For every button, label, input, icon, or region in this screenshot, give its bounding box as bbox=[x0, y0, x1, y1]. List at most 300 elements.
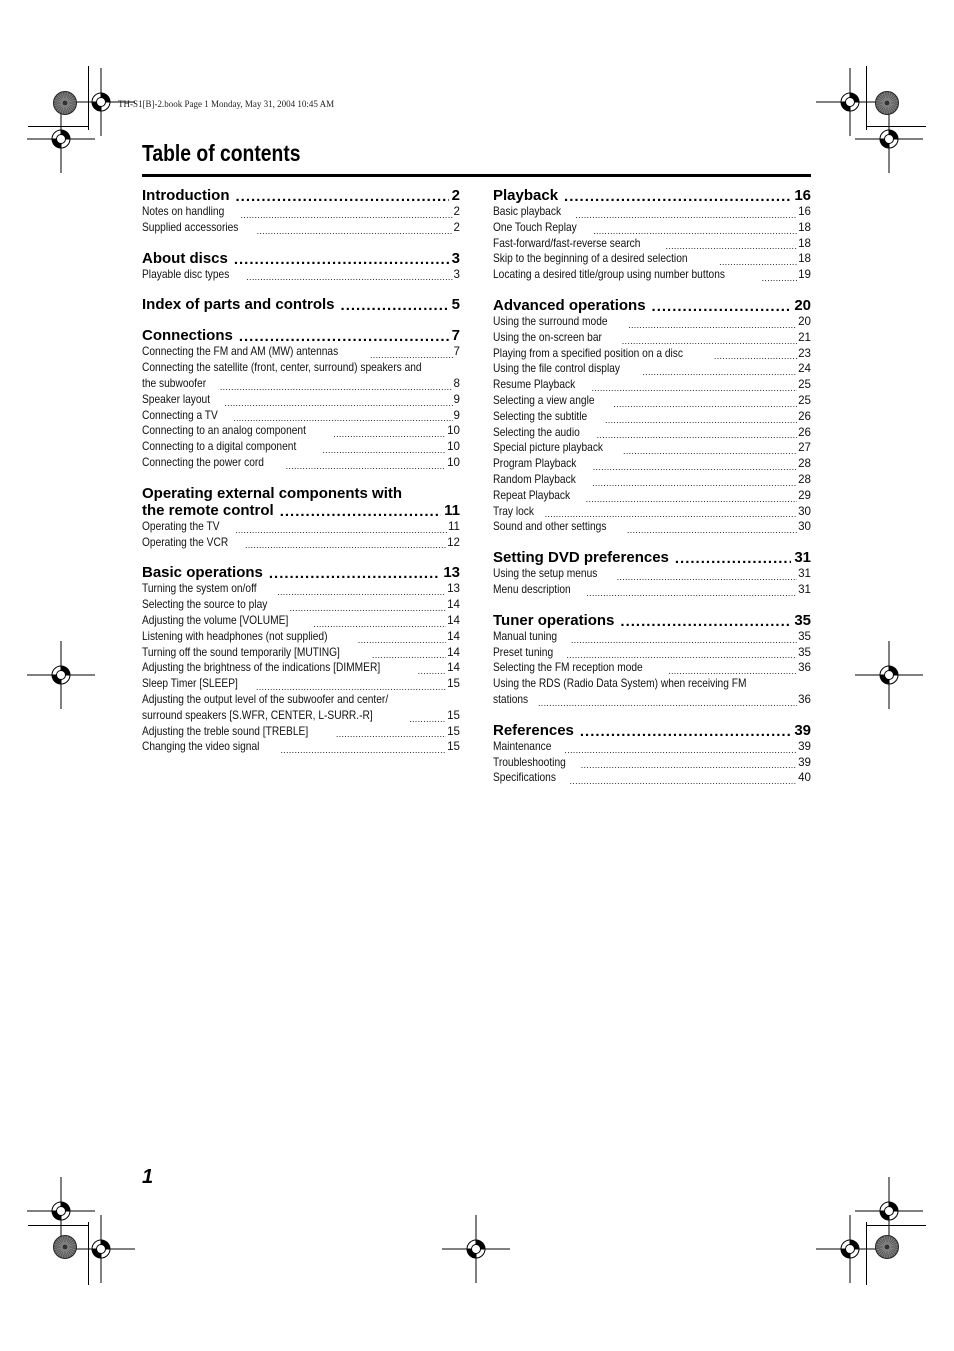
entry-page: 26 bbox=[798, 409, 811, 423]
section-title: the remote control bbox=[142, 501, 274, 519]
toc-entry bbox=[493, 251, 811, 267]
target-center bbox=[63, 1245, 68, 1250]
dot-leader bbox=[289, 603, 446, 613]
entry-label bbox=[142, 344, 365, 360]
toc-section bbox=[493, 612, 811, 708]
toc-entry bbox=[493, 645, 811, 661]
dot-leader bbox=[622, 336, 797, 346]
entry-text: Special picture playback bbox=[493, 441, 604, 455]
entry-text: Random Playback bbox=[493, 472, 576, 486]
section-page: 39 bbox=[794, 721, 811, 739]
section-title: Tuner operations bbox=[493, 611, 615, 629]
entry-page: 15 bbox=[447, 708, 460, 722]
toc-entry bbox=[142, 613, 460, 629]
entry-label bbox=[142, 597, 284, 613]
mark-center bbox=[885, 1207, 894, 1216]
entry-text: Operating the TV bbox=[142, 519, 220, 533]
color-target-icon bbox=[874, 90, 900, 116]
section-title: References bbox=[493, 721, 574, 739]
registration-mark-icon bbox=[21, 635, 101, 715]
target-center bbox=[885, 1245, 890, 1250]
entry-page: 10 bbox=[447, 455, 460, 469]
toc-entry bbox=[493, 330, 811, 346]
section-title: Introduction bbox=[142, 187, 230, 204]
section-heading bbox=[142, 327, 460, 344]
toc-entry bbox=[493, 267, 811, 283]
section-page: 16 bbox=[794, 187, 811, 204]
color-target-icon bbox=[874, 1234, 900, 1260]
entry-text: Adjusting the volume [VOLUME] bbox=[142, 613, 289, 627]
entry-text: Using the setup menus bbox=[493, 567, 598, 581]
entry-text: Selecting the subtitle bbox=[493, 409, 588, 423]
toc-section bbox=[142, 187, 460, 236]
toc-entry bbox=[142, 581, 460, 597]
entry-text: Sound and other settings bbox=[493, 520, 607, 534]
dot-leader bbox=[280, 745, 446, 755]
entry-label bbox=[493, 409, 600, 425]
section-heading bbox=[493, 722, 811, 739]
dot-leader bbox=[719, 257, 797, 267]
dot-leader bbox=[418, 666, 446, 676]
entry-text: Selecting the FM reception mode bbox=[493, 661, 643, 675]
entry-label bbox=[493, 220, 588, 236]
dot-leader bbox=[620, 617, 791, 627]
toc-section bbox=[142, 250, 460, 283]
entry-text: Connecting a TV bbox=[142, 408, 218, 422]
entry-text: Sleep Timer [SLEEP] bbox=[142, 677, 238, 691]
entry-page: 27 bbox=[798, 441, 811, 455]
entry-page: 26 bbox=[798, 425, 811, 439]
toc-entry bbox=[493, 739, 811, 755]
entry-label bbox=[142, 739, 275, 755]
dot-leader bbox=[372, 650, 446, 660]
target-center bbox=[63, 101, 68, 106]
toc-section bbox=[493, 187, 811, 283]
entry-page: 13 bbox=[447, 582, 460, 596]
entry-page: 14 bbox=[447, 661, 460, 675]
entry-page: 14 bbox=[447, 598, 460, 612]
dot-leader bbox=[564, 745, 797, 755]
section-page: 2 bbox=[451, 187, 460, 204]
section-page: 11 bbox=[444, 501, 460, 519]
entry-text: Connecting the power cord bbox=[142, 455, 264, 469]
dot-leader bbox=[597, 430, 797, 440]
entry-page: 25 bbox=[798, 378, 811, 392]
entry-page: 2 bbox=[453, 205, 460, 218]
section-title-line: Operating external components with bbox=[142, 484, 403, 502]
toc-entry bbox=[493, 770, 811, 786]
toc-entry bbox=[142, 220, 460, 236]
toc-entry bbox=[493, 220, 811, 236]
toc-entry bbox=[493, 676, 811, 708]
entry-page: 15 bbox=[447, 677, 460, 691]
entry-page: 36 bbox=[798, 692, 811, 706]
toc-entry bbox=[493, 582, 811, 598]
toc-right-column bbox=[493, 187, 811, 800]
toc-entry bbox=[493, 504, 811, 520]
section-title: Index of parts and controls bbox=[142, 296, 335, 314]
toc-entry bbox=[493, 755, 811, 771]
entry-text: Speaker layout bbox=[142, 392, 211, 406]
entry-label bbox=[493, 440, 618, 456]
entry-text: Connecting the satellite (front, center, surround) speakers and bbox=[142, 361, 422, 375]
toc-entry bbox=[142, 344, 460, 360]
toc-entry bbox=[493, 660, 811, 676]
entry-page: 40 bbox=[798, 771, 811, 785]
entry-page: 35 bbox=[798, 629, 811, 643]
entry-text: Skip to the beginning of a desired selection bbox=[493, 252, 688, 266]
entry-page: 11 bbox=[447, 519, 460, 533]
toc-entry bbox=[493, 629, 811, 645]
entry-page: 23 bbox=[798, 346, 811, 360]
dot-leader bbox=[580, 727, 791, 737]
dot-leader bbox=[269, 569, 440, 579]
dot-leader bbox=[566, 650, 797, 660]
dot-leader bbox=[570, 776, 798, 786]
entry-text: Connecting to an analog component bbox=[142, 424, 306, 438]
entry-label bbox=[493, 346, 709, 362]
dot-leader bbox=[235, 525, 447, 535]
entry-label bbox=[142, 220, 252, 236]
toc-section bbox=[142, 564, 460, 755]
section-heading bbox=[493, 187, 811, 204]
entry-label bbox=[493, 472, 587, 488]
dot-leader bbox=[675, 554, 791, 564]
entry-text: Fast-forward/fast-reverse search bbox=[493, 236, 641, 250]
entry-text: Menu description bbox=[493, 582, 571, 596]
entry-page: 30 bbox=[798, 504, 811, 518]
entry-label bbox=[493, 314, 623, 330]
toc-entry bbox=[493, 409, 811, 425]
toc-entry bbox=[493, 456, 811, 472]
toc-entry bbox=[142, 645, 460, 661]
dot-leader bbox=[370, 350, 453, 360]
color-target-icon bbox=[52, 90, 78, 116]
dot-leader bbox=[246, 272, 452, 282]
entry-label bbox=[493, 377, 586, 393]
entry-page: 12 bbox=[447, 535, 460, 549]
dot-leader bbox=[358, 635, 446, 645]
entry-text: Basic playback bbox=[493, 205, 562, 218]
toc-section bbox=[142, 485, 460, 551]
toc-section bbox=[142, 327, 460, 470]
entry-text: Adjusting the brightness of the indications [DIMMER] bbox=[142, 661, 381, 675]
dot-leader bbox=[245, 540, 446, 550]
dot-leader bbox=[277, 587, 446, 597]
entry-label bbox=[493, 488, 581, 504]
entry-label bbox=[142, 408, 228, 424]
entry-page: 3 bbox=[453, 267, 460, 281]
entry-label bbox=[142, 267, 241, 283]
entry-page: 28 bbox=[798, 472, 811, 486]
section-page: 20 bbox=[794, 296, 811, 314]
toc-entry bbox=[493, 204, 811, 220]
entry-text: Adjusting the output level of the subwoofer and center/ bbox=[142, 692, 389, 706]
toc-entry bbox=[142, 535, 460, 551]
entry-page: 18 bbox=[798, 252, 811, 266]
entry-label bbox=[493, 739, 559, 755]
dot-leader bbox=[714, 351, 797, 361]
dot-leader bbox=[286, 461, 447, 471]
entry-page: 30 bbox=[798, 520, 811, 534]
entry-page: 25 bbox=[798, 393, 811, 407]
entry-text: Troubleshooting bbox=[493, 755, 566, 769]
entry-text: Supplied accessories bbox=[142, 220, 239, 234]
entry-page: 18 bbox=[798, 236, 811, 250]
dot-leader bbox=[627, 525, 797, 535]
toc-entry bbox=[493, 393, 811, 409]
entry-text: Listening with headphones (not supplied) bbox=[142, 629, 328, 643]
entry-text: Using the surround mode bbox=[493, 314, 608, 328]
toc-entry bbox=[493, 425, 811, 441]
toc-entry bbox=[493, 519, 811, 535]
entry-label bbox=[142, 724, 331, 740]
dot-leader bbox=[239, 332, 449, 342]
entry-text: Notes on handling bbox=[142, 205, 225, 218]
toc-entry bbox=[142, 423, 460, 439]
mark-center bbox=[57, 135, 66, 144]
toc-entry bbox=[142, 455, 460, 471]
entry-label bbox=[142, 519, 230, 535]
entry-text: Resume Playback bbox=[493, 378, 576, 392]
registration-mark-icon bbox=[849, 635, 929, 715]
entry-page: 35 bbox=[798, 645, 811, 659]
dot-leader bbox=[592, 478, 797, 488]
entry-row bbox=[142, 376, 460, 392]
entry-text: Manual tuning bbox=[493, 629, 558, 643]
dot-leader bbox=[623, 446, 797, 456]
entry-page: 8 bbox=[453, 376, 460, 390]
toc-section bbox=[493, 722, 811, 786]
toc-entry bbox=[142, 360, 460, 392]
toc-entry bbox=[142, 692, 460, 724]
entry-text: Tray lock bbox=[493, 504, 535, 518]
entry-page: 16 bbox=[798, 205, 811, 218]
dot-leader bbox=[333, 429, 446, 439]
entry-label bbox=[493, 566, 612, 582]
dot-leader bbox=[668, 666, 797, 676]
mark-center bbox=[472, 1245, 481, 1254]
entry-text: Connecting the FM and AM (MW) antennas bbox=[142, 345, 339, 359]
dot-leader bbox=[652, 302, 792, 312]
toc-entry bbox=[493, 361, 811, 377]
entry-label bbox=[142, 629, 353, 645]
toc-entry bbox=[142, 629, 460, 645]
entry-label bbox=[142, 535, 240, 551]
dot-leader bbox=[605, 415, 797, 425]
toc-entry bbox=[142, 676, 460, 692]
toc-entry bbox=[142, 204, 460, 220]
entry-page: 14 bbox=[447, 629, 460, 643]
dot-leader bbox=[234, 255, 449, 265]
toc-entry bbox=[493, 236, 811, 252]
entry-text: Using the on-screen bar bbox=[493, 330, 602, 344]
entry-page: 24 bbox=[798, 362, 811, 376]
dot-leader bbox=[617, 572, 798, 582]
section-heading bbox=[493, 297, 811, 314]
entry-text: Maintenance bbox=[493, 739, 552, 753]
dot-leader bbox=[762, 273, 797, 283]
section-page: 3 bbox=[451, 249, 460, 267]
dot-leader bbox=[233, 413, 452, 423]
entry-text: Playing from a specified position on a disc bbox=[493, 346, 683, 360]
entry-page: 18 bbox=[798, 220, 811, 234]
entry-text: Using the RDS (Radio Data System) when receiving FM bbox=[493, 677, 747, 691]
dot-leader bbox=[666, 241, 798, 251]
dot-leader bbox=[593, 226, 797, 236]
section-heading bbox=[142, 564, 460, 581]
section-page: 5 bbox=[451, 296, 460, 314]
dot-leader bbox=[280, 507, 441, 517]
toc-entry bbox=[493, 440, 811, 456]
section-title-row bbox=[142, 502, 460, 519]
entry-page: 15 bbox=[447, 724, 460, 738]
entry-label bbox=[142, 204, 235, 220]
entry-page: 2 bbox=[453, 220, 460, 234]
dot-leader bbox=[564, 192, 791, 202]
entry-page: 31 bbox=[798, 582, 811, 596]
color-target-icon bbox=[52, 1234, 78, 1260]
entry-label bbox=[142, 376, 215, 392]
section-heading bbox=[142, 296, 460, 313]
dot-leader bbox=[257, 226, 453, 236]
entry-page: 19 bbox=[798, 268, 811, 282]
entry-page: 39 bbox=[798, 739, 811, 753]
dot-leader bbox=[593, 462, 797, 472]
entry-label bbox=[493, 204, 570, 220]
entry-row bbox=[493, 692, 811, 708]
toc-entry bbox=[142, 439, 460, 455]
entry-label bbox=[493, 519, 622, 535]
entry-label bbox=[493, 456, 588, 472]
title-rule bbox=[142, 174, 811, 177]
entry-page: 15 bbox=[447, 740, 460, 754]
entry-page: 10 bbox=[447, 424, 460, 438]
toc-entry bbox=[142, 392, 460, 408]
dot-leader bbox=[313, 619, 446, 629]
entry-page: 21 bbox=[798, 330, 811, 344]
entry-page: 14 bbox=[447, 613, 460, 627]
entry-text-line bbox=[142, 692, 460, 708]
section-heading bbox=[493, 549, 811, 566]
entry-text: Locating a desired title/group using number buttons bbox=[493, 268, 725, 282]
entry-page: 29 bbox=[798, 488, 811, 502]
mark-center bbox=[97, 1245, 106, 1254]
entry-label bbox=[493, 582, 581, 598]
section-page: 13 bbox=[443, 564, 460, 582]
entry-text: Turning off the sound temporarily [MUTING] bbox=[142, 645, 340, 659]
toc-entry bbox=[493, 346, 811, 362]
dot-leader bbox=[256, 682, 446, 692]
dot-leader bbox=[220, 382, 453, 392]
mark-center bbox=[885, 671, 894, 680]
section-heading bbox=[142, 485, 460, 519]
entry-page: 36 bbox=[798, 661, 811, 675]
toc-entry bbox=[493, 488, 811, 504]
entry-page: 7 bbox=[453, 345, 460, 359]
mark-center bbox=[57, 671, 66, 680]
dot-leader bbox=[538, 698, 797, 708]
entry-label bbox=[142, 392, 219, 408]
entry-text: Selecting a view angle bbox=[493, 393, 595, 407]
section-heading bbox=[142, 187, 460, 204]
entry-text: Connecting to a digital component bbox=[142, 440, 297, 454]
entry-text: Operating the VCR bbox=[142, 535, 229, 549]
toc-entry bbox=[493, 314, 811, 330]
entry-row bbox=[142, 708, 460, 724]
toc-entry bbox=[493, 472, 811, 488]
entry-label bbox=[142, 581, 272, 597]
dot-leader bbox=[545, 509, 797, 519]
entry-label bbox=[142, 439, 317, 455]
entry-label bbox=[493, 393, 608, 409]
section-title: About discs bbox=[142, 249, 228, 267]
entry-label bbox=[493, 361, 637, 377]
entry-label bbox=[142, 613, 308, 629]
entry-text-line bbox=[142, 360, 460, 376]
toc-entry bbox=[142, 519, 460, 535]
entry-page: 10 bbox=[447, 440, 460, 454]
page-number: 1 bbox=[142, 1166, 154, 1188]
toc-entry bbox=[142, 267, 460, 283]
dot-leader bbox=[642, 367, 797, 377]
entry-page: 28 bbox=[798, 457, 811, 471]
entry-label bbox=[493, 425, 592, 441]
dot-leader bbox=[613, 399, 797, 409]
entry-text: Program Playback bbox=[493, 457, 577, 471]
dot-leader bbox=[336, 729, 446, 739]
entry-label bbox=[493, 267, 757, 283]
entry-text: the subwoofer bbox=[142, 376, 207, 390]
entry-label bbox=[142, 660, 413, 676]
dot-leader bbox=[409, 714, 446, 724]
entry-text: Preset tuning bbox=[493, 645, 554, 659]
entry-text: Adjusting the treble sound [TREBLE] bbox=[142, 724, 309, 738]
toc-section bbox=[493, 549, 811, 598]
section-heading bbox=[493, 612, 811, 629]
dot-leader bbox=[581, 760, 797, 770]
print-info: TH-S1[B]-2.book Page 1 Monday, May 31, 2004 10:45 AM bbox=[118, 99, 335, 109]
entry-label bbox=[142, 455, 281, 471]
section-title: Advanced operations bbox=[493, 296, 646, 314]
entry-page: 31 bbox=[798, 567, 811, 581]
toc-entry bbox=[493, 566, 811, 582]
dot-leader bbox=[341, 301, 449, 311]
entry-label bbox=[493, 330, 617, 346]
entry-text: Turning the system on/off bbox=[142, 582, 257, 596]
entry-text: Specifications bbox=[493, 771, 556, 785]
entry-label bbox=[142, 676, 251, 692]
section-page: 35 bbox=[794, 611, 811, 629]
entry-label bbox=[493, 504, 540, 520]
toc-entry bbox=[142, 408, 460, 424]
entry-label bbox=[493, 236, 661, 252]
section-title: Basic operations bbox=[142, 564, 263, 582]
entry-label bbox=[142, 645, 367, 661]
entry-label bbox=[493, 645, 561, 661]
dot-leader bbox=[591, 383, 797, 393]
mark-center bbox=[885, 135, 894, 144]
entry-label bbox=[493, 692, 533, 708]
target-center bbox=[885, 101, 890, 106]
section-heading bbox=[142, 250, 460, 267]
dot-leader bbox=[628, 320, 797, 330]
entry-text: Selecting the audio bbox=[493, 425, 580, 439]
dot-leader bbox=[586, 588, 797, 598]
toc-entry bbox=[142, 724, 460, 740]
entry-text: stations bbox=[493, 692, 529, 706]
entry-text-line bbox=[493, 676, 811, 692]
